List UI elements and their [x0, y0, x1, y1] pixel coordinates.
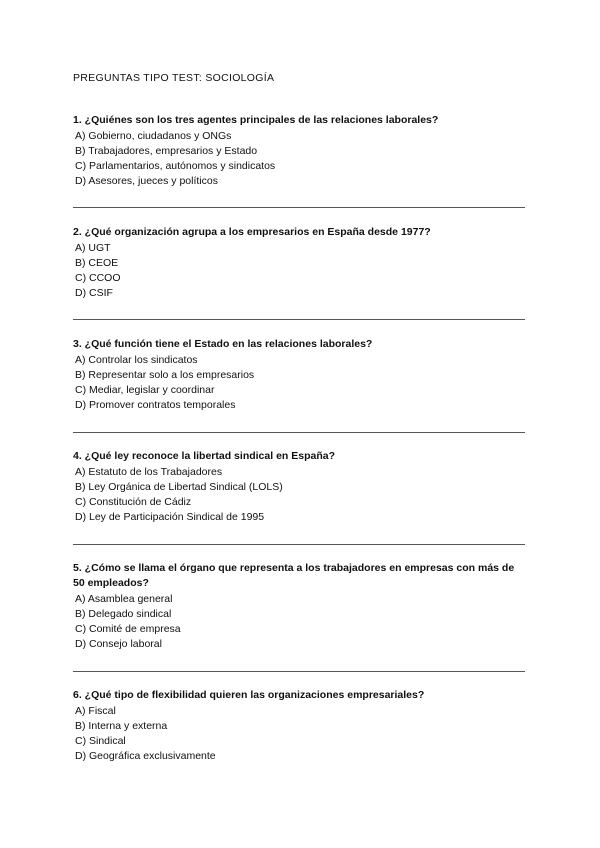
option-c: C) Comité de empresa: [75, 623, 181, 635]
option-a: A) Estatuto de los Trabajadores: [75, 466, 223, 478]
option-b: B) Trabajadores, empresarios y Estado: [75, 145, 258, 157]
question-3: [73, 337, 528, 413]
option-b: B) CEOE: [75, 257, 119, 269]
option-b: B) Delegado sindical: [75, 608, 172, 620]
option-d: D) Promover contratos temporales: [75, 399, 236, 411]
option-a: A) Fiscal: [75, 705, 116, 717]
option-c: C) CCOO: [75, 272, 121, 284]
option-b: B) Representar solo a los empresarios: [75, 369, 255, 381]
question-text: 2. ¿Qué organización agrupa a los empresarios en España desde 1977?: [73, 226, 431, 238]
answer-line: [73, 432, 525, 433]
option-d: D) Consejo laboral: [75, 638, 162, 650]
question-text: 3. ¿Qué función tiene el Estado en las relaciones laborales?: [73, 338, 373, 350]
answer-line: [73, 544, 525, 545]
question-text: 5. ¿Cómo se llama el órgano que representa a los trabajadores en empresas con más de 50 empleados?: [73, 562, 515, 589]
option-c: C) Constitución de Cádiz: [75, 496, 192, 508]
question-text: 4. ¿Qué ley reconoce la libertad sindical en España?: [73, 450, 336, 462]
option-a: A) UGT: [75, 242, 111, 254]
option-d: D) Asesores, jueces y políticos: [75, 175, 218, 187]
option-c: C) Sindical: [75, 735, 126, 747]
option-d: D) Geográfica exclusivamente: [75, 750, 216, 762]
option-a: A) Gobierno, ciudadanos y ONGs: [75, 130, 232, 142]
answer-line: [73, 207, 525, 208]
answer-line: [73, 319, 525, 320]
question-6: [73, 688, 528, 764]
option-a: A) Controlar los sindicatos: [75, 354, 198, 366]
option-c: C) Mediar, legislar y coordinar: [75, 384, 215, 396]
question-4: [73, 449, 528, 525]
option-d: D) CSIF: [75, 287, 113, 299]
question-1: [73, 113, 528, 189]
question-5: [73, 561, 528, 652]
question-text: 1. ¿Quiénes son los tres agentes principales de las relaciones laborales?: [73, 114, 439, 126]
page-title: PREGUNTAS TIPO TEST: SOCIOLOGÍA: [73, 72, 275, 84]
answer-line: [73, 671, 525, 672]
option-d: D) Ley de Participación Sindical de 1995: [75, 511, 265, 523]
question-text: 6. ¿Qué tipo de flexibilidad quieren las organizaciones empresariales?: [73, 689, 425, 701]
option-a: A) Asamblea general: [75, 593, 173, 605]
option-c: C) Parlamentarios, autónomos y sindicatos: [75, 160, 276, 172]
option-b: B) Interna y externa: [75, 720, 168, 732]
option-b: B) Ley Orgánica de Libertad Sindical (LOLS): [75, 481, 283, 493]
question-2: [73, 225, 528, 301]
